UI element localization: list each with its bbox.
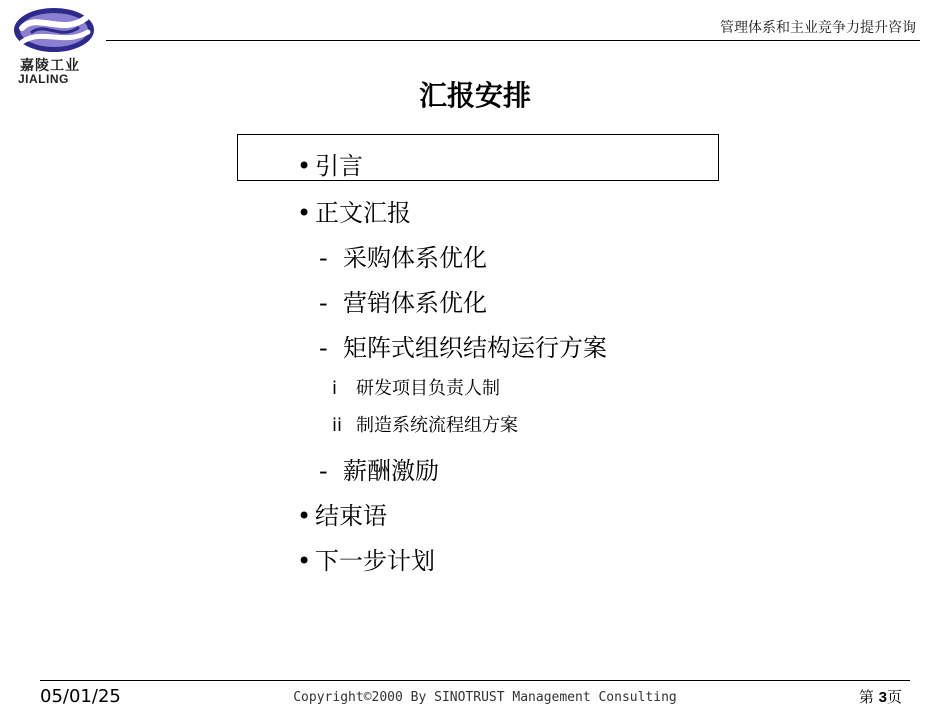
agenda-item-label: 研发项目负责人制 [356, 378, 500, 399]
page-suffix: 页 [886, 688, 902, 706]
agenda-item-label: 正文汇报 [315, 199, 411, 227]
company-logo [8, 6, 98, 86]
dash-marker: - [319, 244, 328, 272]
bullet-marker: • [297, 152, 312, 180]
agenda-item-label: 制造系统流程组方案 [356, 415, 518, 436]
roman-marker: i [332, 378, 338, 399]
agenda-item-conclusion [297, 496, 387, 531]
bullet-marker: • [297, 199, 312, 227]
agenda-item-label: 营销体系优化 [343, 289, 487, 317]
agenda-item-label: 采购体系优化 [343, 244, 487, 272]
page-prefix: 第 [858, 688, 879, 706]
agenda-subitem-matrix-org [319, 328, 607, 363]
agenda-subitem-marketing [319, 283, 487, 318]
agenda-item-label: 结束语 [315, 502, 387, 530]
agenda-subitem-procurement [319, 238, 487, 273]
agenda-subitem-compensation [319, 451, 439, 486]
agenda-subsubitem-rd-owner [332, 374, 500, 400]
header-subtitle: 管理体系和主业竞争力提升咨询 [720, 20, 916, 36]
page-number [859, 686, 902, 707]
agenda-item-label: 下一步计划 [315, 547, 435, 575]
agenda-item-label: 薪酬激励 [343, 457, 439, 485]
roman-marker: ii [332, 415, 343, 436]
dash-marker: - [319, 289, 328, 317]
slide-title: 汇报安排 [418, 79, 531, 112]
footer-divider [40, 680, 910, 681]
dash-marker: - [319, 457, 328, 485]
agenda-item-intro [297, 146, 363, 181]
agenda-item-next-steps [297, 541, 435, 576]
footer-copyright: Copyright©2000 By SINOTRUST Management Consulting [293, 690, 677, 705]
dash-marker: - [319, 334, 328, 362]
jialing-logo-icon [12, 6, 96, 54]
agenda-item-label: 引言 [315, 152, 363, 180]
logo-english-name: JIALING [18, 72, 69, 86]
bullet-marker: • [297, 502, 312, 530]
header-divider [106, 40, 920, 41]
page-number-value: 3 [878, 689, 887, 706]
agenda-subsubitem-manufacturing [332, 411, 518, 437]
bullet-marker: • [297, 547, 312, 575]
agenda-item-main-report [297, 193, 411, 228]
agenda-item-label: 矩阵式组织结构运行方案 [343, 334, 607, 362]
logo-chinese-name: 嘉陵工业 [20, 58, 80, 74]
footer-date: 05/01/25 [40, 686, 121, 707]
